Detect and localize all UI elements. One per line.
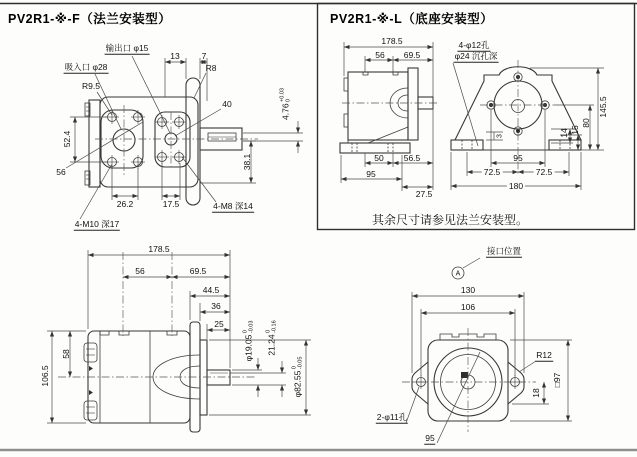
foot-panel-note: 其余尺寸请参见法兰安装型。 xyxy=(372,213,529,227)
port-position-label: 接口位置 xyxy=(486,245,522,256)
dim-13: 13 xyxy=(170,50,180,61)
dim-7: 7 xyxy=(201,50,207,61)
dim-178-5-foot: 178.5 xyxy=(381,35,403,46)
dim-95-side: 95 xyxy=(366,168,376,179)
flange-plate-side xyxy=(408,68,418,140)
foot-side-view xyxy=(340,42,437,191)
dim-95-front: 95 xyxy=(513,152,523,163)
dim-58: 58 xyxy=(60,349,71,359)
foot-panel-title: PV2R1-※-L（底座安装型） xyxy=(330,12,494,26)
dim-key-height: 21.24 0 -0.16 xyxy=(265,320,278,356)
dim-square-97: □97 xyxy=(551,372,562,388)
foot-panel-frame xyxy=(318,4,635,230)
dim-56-5: 56.5 xyxy=(403,152,421,163)
dim-m10-holes: 4-M10 深17 xyxy=(74,218,120,229)
dim-180: 180 xyxy=(508,180,524,191)
dim-m8-holes: 4-M8 深14 xyxy=(213,200,253,211)
dim-40: 40 xyxy=(222,98,232,109)
dim-130: 130 xyxy=(460,284,476,295)
foot-base xyxy=(340,143,410,153)
dim-spigot-diameter: φ82.55 0 -0.05 xyxy=(291,356,304,398)
dim-178-5-side: 178.5 xyxy=(148,243,170,254)
dim-56-side: 56 xyxy=(135,265,145,276)
dim-shaft-diameter: φ19.05 0 -0.03 xyxy=(242,320,255,362)
dim-106-5: 106.5 xyxy=(39,365,50,387)
dim-r12: R12 xyxy=(536,349,552,360)
dim-2-phi11-holes: 2-φ11孔 xyxy=(376,411,408,422)
outlet-port-label: 输出口 φ15 xyxy=(105,42,149,53)
dim-17-5: 17.5 xyxy=(162,198,180,209)
dim-26-2: 26.2 xyxy=(116,198,134,209)
dim-14: 14 xyxy=(558,128,569,138)
dim-36: 36 xyxy=(211,300,221,311)
dim-18: 18 xyxy=(530,388,541,398)
dim-69-5-side: 69.5 xyxy=(189,265,207,276)
flange-front-view xyxy=(66,56,303,219)
dim-145-5: 145.5 xyxy=(597,96,608,118)
dim-52-4: 52.4 xyxy=(61,130,72,148)
dim-38-1: 38.1 xyxy=(241,153,252,171)
dim-key-width: 4.76 +0.03 0 xyxy=(279,88,292,120)
spigot xyxy=(200,340,207,415)
dim-106: 106 xyxy=(460,301,476,312)
dim-r9-5: R9.5 xyxy=(82,80,100,91)
dim-72-5-left: 72.5 xyxy=(483,166,501,177)
dim-56-flange: 56 xyxy=(56,166,66,177)
inlet-port-label: 吸入口 φ28 xyxy=(64,61,108,72)
dim-72-5-right: 72.5 xyxy=(535,166,553,177)
dim-56-foot: 56 xyxy=(375,49,385,60)
shaft-side xyxy=(207,370,230,385)
dim-25: 25 xyxy=(214,318,224,329)
dim-4-phi12-holes: 4-φ12孔 xyxy=(458,39,490,50)
dim-r8: R8 xyxy=(205,62,217,73)
dim-44-5: 44.5 xyxy=(202,284,220,295)
datum-a-letter: A xyxy=(455,270,461,278)
flange-panel-title: PV2R1-※-F（法兰安装型） xyxy=(8,12,172,26)
dim-3: 3 xyxy=(496,134,504,138)
dim-counterbore: φ24 沉孔深 xyxy=(454,50,498,61)
dim-27-5: 27.5 xyxy=(415,188,433,199)
dim-80: 80 xyxy=(580,118,591,128)
dim-50: 50 xyxy=(374,152,384,163)
pump-body-rear xyxy=(428,340,508,421)
dim-69-5-foot: 69.5 xyxy=(403,49,421,60)
dim-95-rear: 95 xyxy=(425,432,435,443)
dim-15: 15 xyxy=(569,125,580,135)
keyway-mark xyxy=(461,372,468,378)
